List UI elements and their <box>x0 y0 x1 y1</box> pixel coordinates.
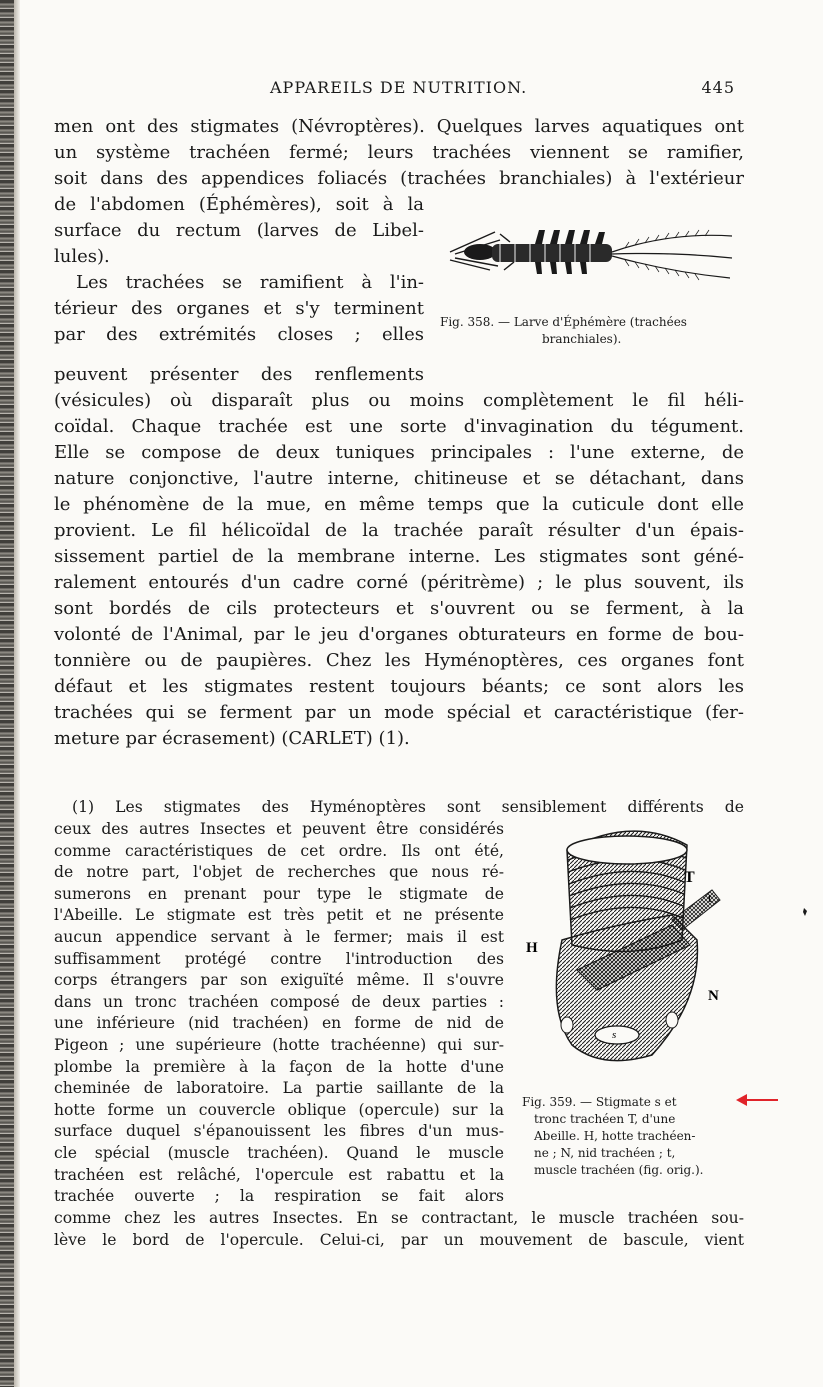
bee-stigma-illustration <box>522 820 740 1085</box>
footnote-line: aucun appendice servant à le fermer; mais il est <box>54 927 504 946</box>
mayfly-larva-illustration <box>440 222 740 310</box>
body-line: sont bordés de cils protecteurs et s'ouvrent ou se ferment, à la <box>54 598 744 619</box>
footnote-line: de notre part, l'objet de recherches que nous ré- <box>54 863 504 882</box>
footnote-line: l'Abeille. Le stigmate est très petit et ne présente <box>54 906 504 925</box>
footnote-line: dans un tronc trachéen composé de deux parties : <box>54 992 504 1011</box>
footnote-line: trachée ouverte ; la respiration se fait alors <box>54 1187 504 1206</box>
ink-speck <box>802 908 808 916</box>
label-t: t <box>708 890 712 905</box>
figure-359-caption <box>522 1094 736 1179</box>
page-gutter-shadow <box>14 0 20 1387</box>
footnote-line: surface duquel s'épanouissent les fibres d'un mus- <box>54 1122 504 1141</box>
body-line: men ont des stigmates (Névroptères). Quelques larves aquatiques ont <box>54 116 744 137</box>
footnote-line: hotte forme un couvercle oblique (opercule) sur la <box>54 1100 504 1119</box>
body-line: ralement entourés d'un cadre corné (péritrème) ; le plus souvent, ils <box>54 572 744 593</box>
caption-line: Fig. 359. — Stigmate s et <box>522 1095 677 1109</box>
body-line: défaut et les stigmates restent toujours béants; ce sont alors les <box>54 676 744 697</box>
body-line: trachées qui se ferment par un mode spécial et caractéristique (fer- <box>54 702 744 723</box>
footnote-continued <box>54 1208 744 1251</box>
label-s: s <box>612 1029 617 1041</box>
body-line: lules). <box>54 246 110 267</box>
body-line: provient. Le fil hélicoïdal de la trachée paraît résulter d'un épais- <box>54 520 744 541</box>
footnote-line: sumerons en prenant pour type le stigmate de <box>54 884 504 903</box>
footnote-line: cle spécial (muscle trachéen). Quand le muscle <box>54 1143 504 1162</box>
footnote-line: cheminée de laboratoire. La partie saillante de la <box>54 1079 504 1098</box>
label-T: T <box>684 869 695 886</box>
running-title: APPAREILS DE NUTRITION. <box>270 78 528 97</box>
body-line: coïdal. Chaque trachée est une sorte d'invagination du tégument. <box>54 416 744 437</box>
footnote-line: comme caractéristiques de cet ordre. Ils ont été, <box>54 841 504 860</box>
page-number: 445 <box>701 78 735 97</box>
caption-line: muscle trachéen (fig. orig.). <box>534 1163 704 1177</box>
body-text-wrapped <box>54 192 424 348</box>
footnote-line: lève le bord de l'opercule. Celui-ci, par un mouvement de bascule, vient <box>54 1230 744 1249</box>
body-line: soit dans des appendices foliacés (trachées branchiales) à l'extérieur <box>54 168 744 189</box>
footnote-line: Pigeon ; une supérieure (hotte trachéenne) qui sur- <box>54 1035 504 1054</box>
body-line: Les trachées se ramifient à l'in- <box>76 272 424 293</box>
book-binding-edge <box>0 0 14 1387</box>
body-line: peuvent présenter des renflements <box>54 364 424 385</box>
footnote-wrapped <box>54 819 504 1208</box>
footnote-line: plombe la première à la façon de la hotte d'une <box>54 1057 504 1076</box>
body-line: (vésicules) où disparaît plus ou moins complètement le fil héli- <box>54 390 744 411</box>
footnote-line: corps étrangers par son exiguïté même. Il s'ouvre <box>54 971 504 990</box>
body-line: le phénomène de la mue, en même temps que la cuticule dont elle <box>54 494 744 515</box>
running-header <box>270 78 735 100</box>
caption-line: Fig. 358. — Larve d'Éphémère (trachées <box>440 315 687 329</box>
caption-line: Abeille. H, hotte trachéen- <box>534 1129 696 1143</box>
body-line: de l'abdomen (Éphémères), soit à la <box>54 194 424 215</box>
footnote-line: (1) Les stigmates des Hyménoptères sont sensiblement différents de <box>72 798 744 816</box>
footnote-first-line <box>54 797 744 819</box>
footnote-line: trachéen est relâché, l'opercule est rabattu et la <box>54 1165 504 1184</box>
footnote-line: suffisamment protégé contre l'introduction des <box>54 949 504 968</box>
label-N: N <box>708 988 719 1004</box>
body-line: meture par écrasement) (CARLET) (1). <box>54 728 410 749</box>
red-arrow-icon <box>736 1093 778 1107</box>
body-line: Elle se compose de deux tuniques principales : l'une externe, de <box>54 442 744 463</box>
body-line: surface du rectum (larves de Libel- <box>54 220 424 241</box>
caption-line: branchiales). <box>542 332 622 346</box>
body-line: térieur des organes et s'y terminent <box>54 298 424 319</box>
body-line: volonté de l'Animal, par le jeu d'organes obturateurs en forme de bou- <box>54 624 744 645</box>
body-line: un système trachéen fermé; leurs trachées viennent se ramifier, <box>54 142 744 163</box>
body-line: par des extrémités closes ; elles <box>54 324 424 345</box>
body-line: sissement partiel de la membrane interne. Les stigmates sont géné- <box>54 546 744 567</box>
body-text-top <box>54 114 744 192</box>
caption-line: tronc trachéen T, d'une <box>534 1112 676 1126</box>
label-H: H <box>526 940 538 956</box>
footnote-line: une inférieure (nid trachéen) en forme de nid de <box>54 1014 504 1033</box>
footnote-line: comme chez les autres Insectes. En se contractant, le muscle trachéen sou- <box>54 1209 744 1227</box>
body-line: tonnière ou de paupières. Chez les Hyménoptères, ces organes font <box>54 650 744 671</box>
body-line: nature conjonctive, l'autre interne, chitineuse et se détachant, dans <box>54 468 744 489</box>
footnote-line: ceux des autres Insectes et peuvent être considérés <box>54 820 504 838</box>
figure-358-caption <box>440 314 750 348</box>
caption-line: ne ; N, nid trachéen ; t, <box>534 1146 676 1160</box>
body-text-main <box>54 362 744 752</box>
